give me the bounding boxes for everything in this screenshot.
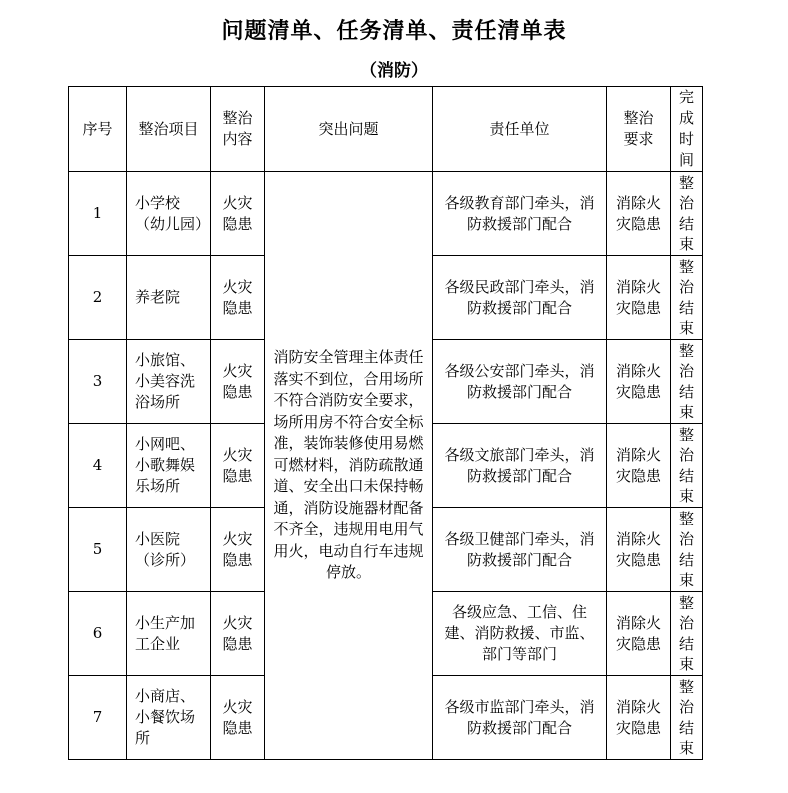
row-content-text: 火灾隐患 xyxy=(222,277,253,317)
header-content xyxy=(211,87,265,172)
row-seq: 1 xyxy=(69,172,127,256)
row-requirement-text: 消除火灾隐患 xyxy=(616,361,662,401)
row-content xyxy=(211,676,265,760)
row-requirement-text: 消除火灾隐患 xyxy=(616,445,662,485)
row-content xyxy=(211,256,265,340)
row-unit: 各级应急、工信、住建、消防救援、市监、部门等部门 xyxy=(433,592,607,676)
row-unit: 各级公安部门牵头，消防救援部门配合 xyxy=(433,340,607,424)
table-row xyxy=(69,172,703,256)
row-item: 小商店、小餐饮场所 xyxy=(127,676,211,760)
row-unit: 各级教育部门牵头，消防救援部门配合 xyxy=(433,172,607,256)
row-requirement xyxy=(607,676,671,760)
document-title: 问题清单、任务清单、责任清单表 xyxy=(221,18,567,44)
row-item: 小学校（幼儿园） xyxy=(127,172,211,256)
row-time xyxy=(671,340,703,424)
row-content xyxy=(211,592,265,676)
row-item: 小医院（诊所） xyxy=(127,508,211,592)
checklist-table xyxy=(68,86,703,760)
row-time-text: 整治结束 xyxy=(679,341,695,421)
row-unit: 各级民政部门牵头，消防救援部门配合 xyxy=(433,256,607,340)
row-time-text: 整治结束 xyxy=(679,677,695,757)
row-unit: 各级市监部门牵头，消防救援部门配合 xyxy=(433,676,607,760)
document-subtitle: （消防） xyxy=(360,61,428,81)
row-content-text: 火灾隐患 xyxy=(222,361,253,401)
header-item: 整治项目 xyxy=(127,87,211,172)
header-content-text: 整治内容 xyxy=(222,109,253,148)
row-time-text: 整治结束 xyxy=(679,173,695,253)
row-time-text: 整治结束 xyxy=(679,593,695,673)
table-header-row xyxy=(69,87,703,172)
row-time xyxy=(671,508,703,592)
row-time-text: 整治结束 xyxy=(679,509,695,589)
header-seq: 序号 xyxy=(69,87,127,172)
row-item: 小网吧、小歌舞娱乐场所 xyxy=(127,424,211,508)
row-requirement-text: 消除火灾隐患 xyxy=(616,193,662,233)
row-seq: 7 xyxy=(69,676,127,760)
row-item: 小生产加工企业 xyxy=(127,592,211,676)
problem-cell: 消防安全管理主体责任落实不到位，合用场所不符合消防安全要求，场所用房不符合安全标准，装饰装修使用易燃可燃材料，消防疏散通道、安全出口未保持畅通，消防设施器材配备不齐全，违规用电用气用火，电动自行车违规停放。 xyxy=(265,172,433,760)
row-requirement xyxy=(607,256,671,340)
row-content xyxy=(211,340,265,424)
row-requirement xyxy=(607,424,671,508)
row-item: 小旅馆、小美容洗浴场所 xyxy=(127,340,211,424)
row-content-text: 火灾隐患 xyxy=(222,529,253,569)
row-requirement-text: 消除火灾隐患 xyxy=(616,277,662,317)
row-requirement xyxy=(607,592,671,676)
row-unit: 各级卫健部门牵头，消防救援部门配合 xyxy=(433,508,607,592)
row-time xyxy=(671,676,703,760)
row-content xyxy=(211,424,265,508)
row-requirement-text: 消除火灾隐患 xyxy=(616,613,662,653)
table-body xyxy=(69,172,703,760)
header-problem: 突出问题 xyxy=(265,87,433,172)
row-time-text: 整治结束 xyxy=(679,425,695,505)
row-requirement xyxy=(607,340,671,424)
row-time xyxy=(671,256,703,340)
row-seq: 5 xyxy=(69,508,127,592)
row-time-text: 整治结束 xyxy=(679,257,695,337)
row-requirement-text: 消除火灾隐患 xyxy=(616,529,662,569)
row-time xyxy=(671,172,703,256)
row-content-text: 火灾隐患 xyxy=(222,445,253,485)
row-time xyxy=(671,592,703,676)
row-content-text: 火灾隐患 xyxy=(222,193,253,233)
row-content-text: 火灾隐患 xyxy=(222,697,253,737)
row-seq: 2 xyxy=(69,256,127,340)
header-requirement xyxy=(607,87,671,172)
row-content xyxy=(211,508,265,592)
row-content-text: 火灾隐患 xyxy=(222,613,253,653)
row-unit: 各级文旅部门牵头，消防救援部门配合 xyxy=(433,424,607,508)
row-seq: 3 xyxy=(69,340,127,424)
row-requirement-text: 消除火灾隐患 xyxy=(616,697,662,737)
header-time-text: 完成时间 xyxy=(679,88,695,169)
row-content xyxy=(211,172,265,256)
row-item: 养老院 xyxy=(127,256,211,340)
row-seq: 6 xyxy=(69,592,127,676)
row-requirement xyxy=(607,508,671,592)
row-requirement xyxy=(607,172,671,256)
row-time xyxy=(671,424,703,508)
header-requirement-text: 整治要求 xyxy=(623,109,654,148)
header-unit: 责任单位 xyxy=(433,87,607,172)
header-time xyxy=(671,87,703,172)
row-seq: 4 xyxy=(69,424,127,508)
